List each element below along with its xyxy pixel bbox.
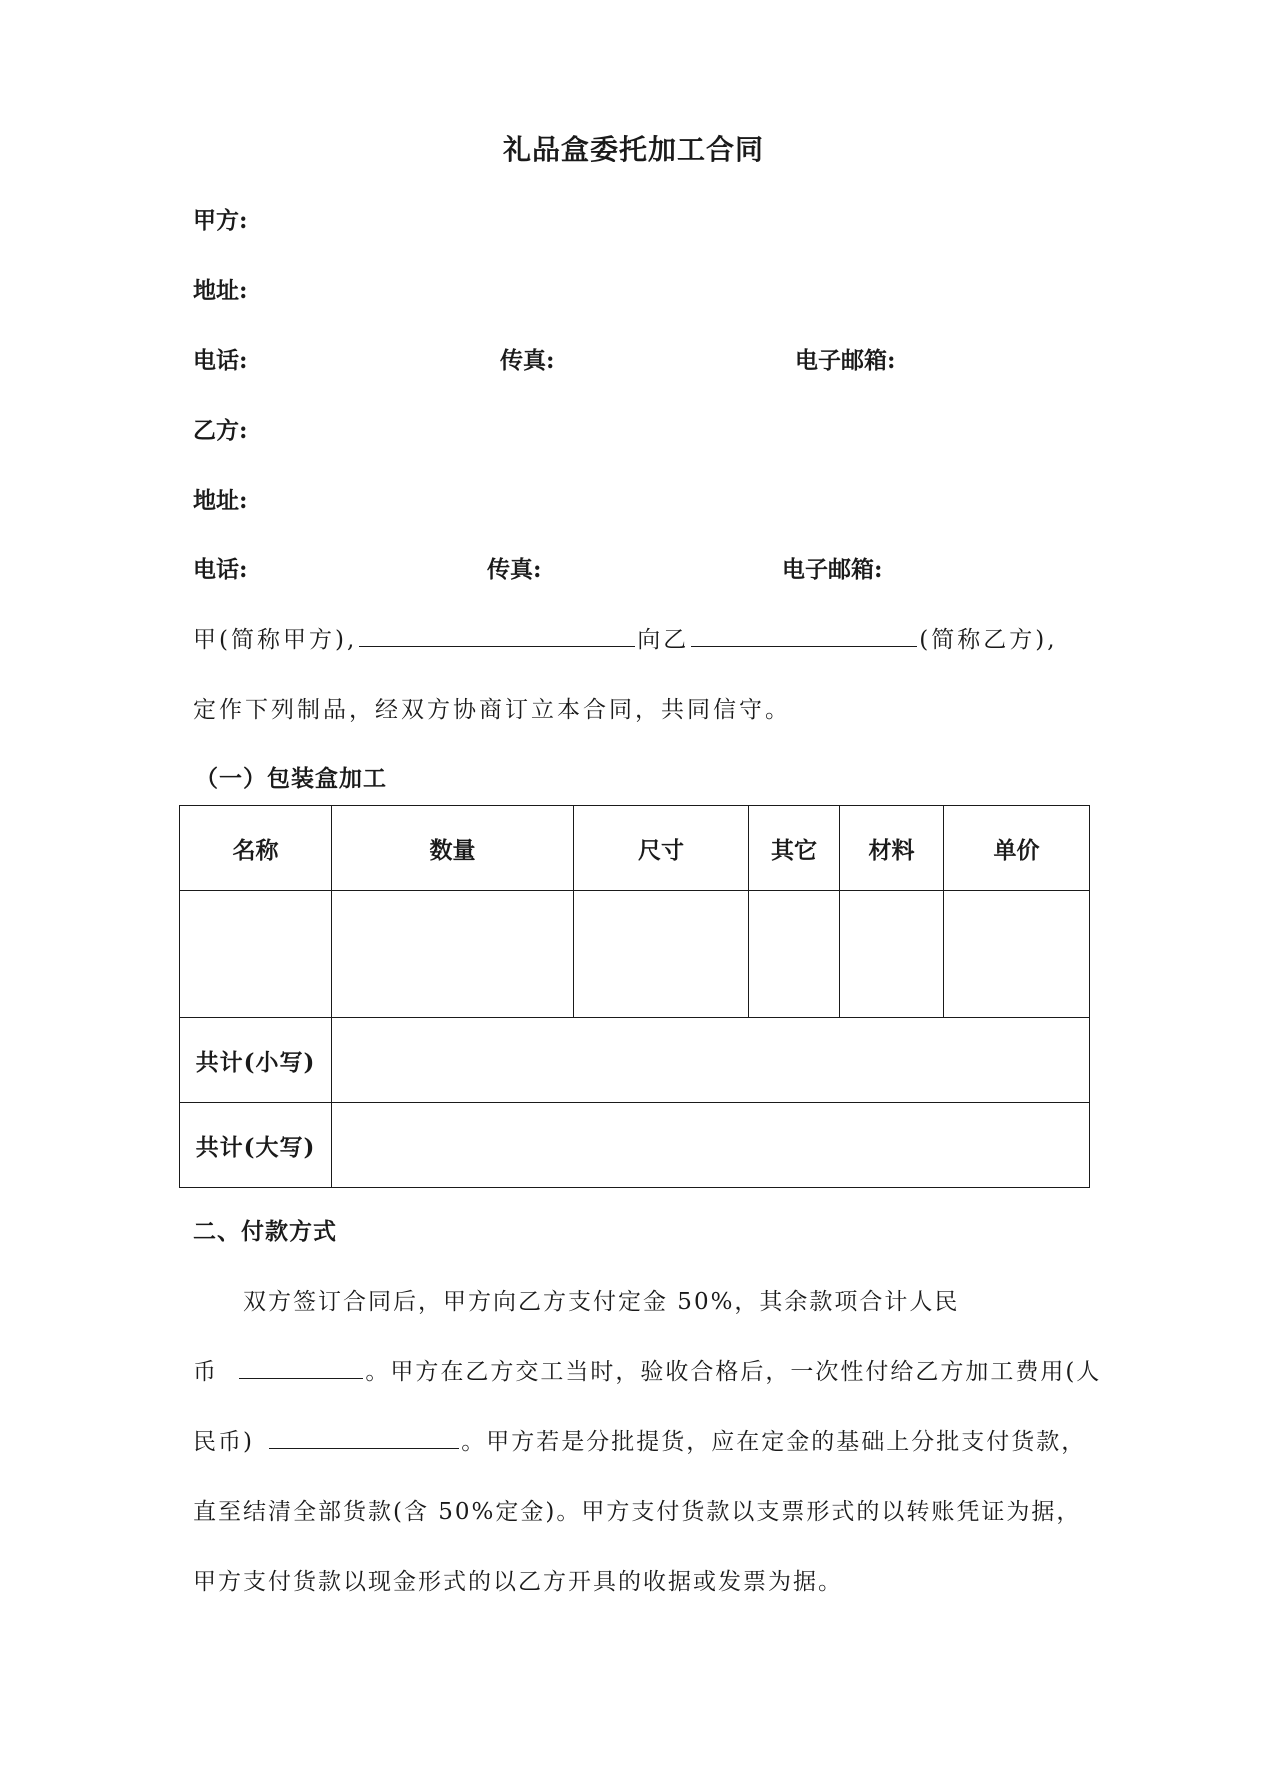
section-1-heading: （一）包装盒加工 [195, 765, 387, 792]
payment-line-2-b: 。甲方在乙方交工当时，验收合格后，一次性付给乙方加工费用(人 [365, 1359, 1102, 1385]
cell-size[interactable] [574, 891, 749, 1018]
preamble-party-b-text: (简称乙方), [919, 627, 1058, 653]
payment-line-3 [193, 1423, 1086, 1456]
header-other: 其它 [749, 806, 840, 891]
cell-material[interactable] [840, 891, 944, 1018]
processing-table [179, 805, 1090, 1188]
payment-line-3-b: 。甲方若是分批提货，应在定金的基础上分批支付货款， [461, 1429, 1087, 1455]
header-material: 材料 [840, 806, 944, 891]
table-row [180, 891, 1090, 1018]
cell-quantity[interactable] [332, 891, 574, 1018]
payment-line-5: 甲方支付货款以现金形式的以乙方开具的收据或发票为据。 [193, 1569, 843, 1595]
total-small-value[interactable] [332, 1018, 1090, 1103]
payment-line-1: 双方签订合同后，甲方向乙方支付定金 50%，其余款项合计人民 [243, 1289, 960, 1315]
table-header-row [180, 806, 1090, 891]
remaining-amount-blank[interactable] [239, 1356, 363, 1379]
cell-unit-price[interactable] [944, 891, 1090, 1018]
payment-line-3-a: 民币) [193, 1429, 254, 1455]
header-size: 尺寸 [574, 806, 749, 891]
total-large-label: 共计(大写) [180, 1103, 332, 1188]
payment-line-4: 直至结清全部货款(含 50%定金)。甲方支付货款以支票形式的以转账凭证为据， [193, 1499, 1082, 1525]
party-b-name-blank[interactable] [691, 624, 917, 647]
cell-name[interactable] [180, 891, 332, 1018]
party-a-phone-label: 电话: [193, 347, 248, 374]
total-small-row [180, 1018, 1090, 1103]
header-name: 名称 [180, 806, 332, 891]
party-a-name-blank[interactable] [359, 624, 635, 647]
total-large-row [180, 1103, 1090, 1188]
party-b-label: 乙方: [193, 417, 248, 444]
preamble-line-1 [193, 621, 1058, 654]
section-2-heading: 二、付款方式 [193, 1218, 337, 1245]
payment-line-2-a: 币 [193, 1359, 218, 1385]
party-b-fax-label: 传真: [487, 556, 542, 583]
party-a-label: 甲方: [193, 207, 248, 234]
party-b-email-label: 电子邮箱: [782, 556, 883, 583]
preamble-party-a-text: 甲(简称甲方), [193, 627, 358, 653]
preamble-line-2: 定作下列制品，经双方协商订立本合同，共同信守。 [193, 697, 791, 723]
document-title: 礼品盒委托加工合同 [502, 133, 764, 166]
preamble-to-b-text: 向乙 [637, 627, 690, 653]
header-unit-price: 单价 [944, 806, 1090, 891]
total-large-value[interactable] [332, 1103, 1090, 1188]
cell-other[interactable] [749, 891, 840, 1018]
header-quantity: 数量 [332, 806, 574, 891]
processing-fee-blank[interactable] [269, 1426, 459, 1449]
party-b-address-label: 地址: [193, 487, 248, 514]
party-a-address-label: 地址: [193, 277, 248, 304]
party-a-fax-label: 传真: [500, 347, 555, 374]
payment-line-2 [193, 1353, 1101, 1386]
party-a-email-label: 电子邮箱: [795, 347, 896, 374]
total-small-label: 共计(小写) [180, 1018, 332, 1103]
party-b-phone-label: 电话: [193, 556, 248, 583]
